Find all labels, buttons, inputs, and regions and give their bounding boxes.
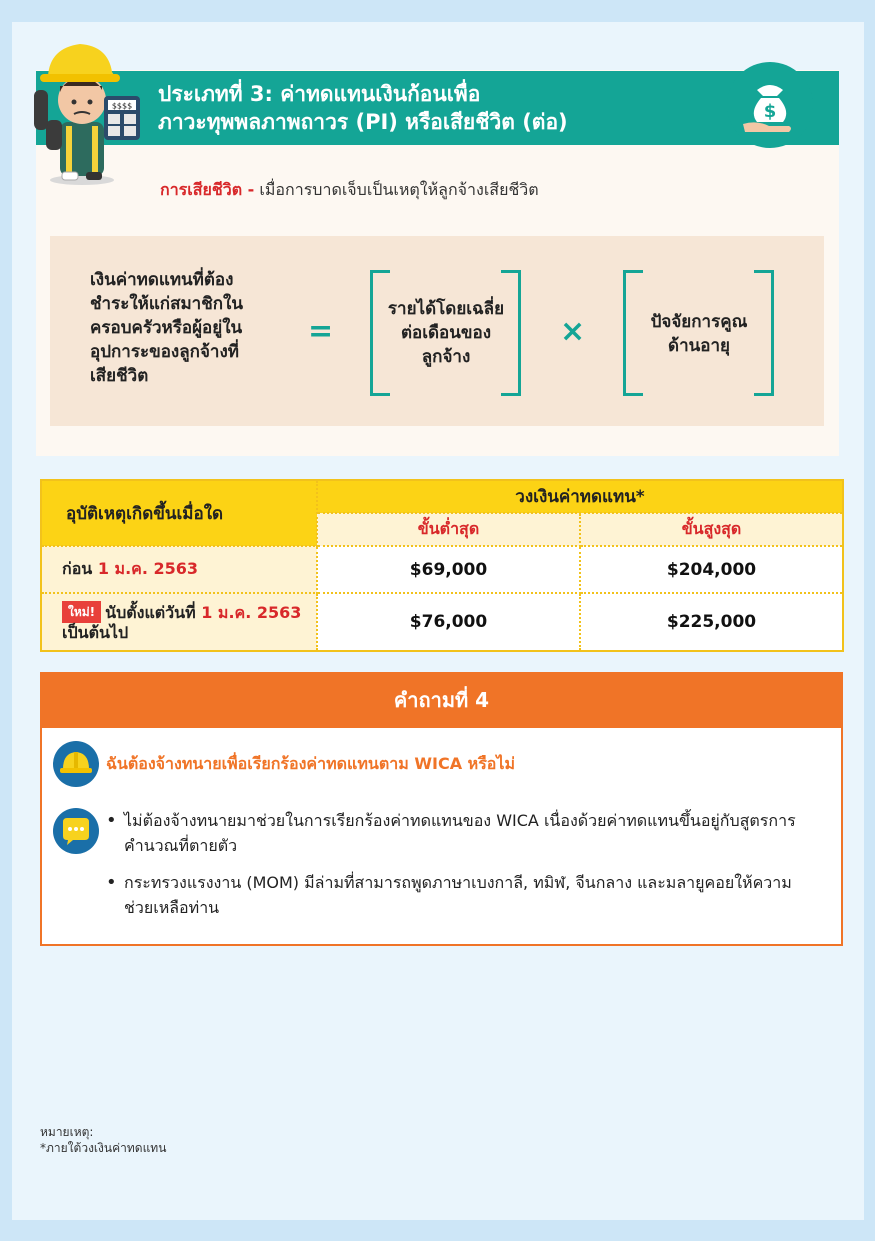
- question-header: คำถามที่ 4: [40, 672, 843, 728]
- footnote-text: *ภายใต้วงเงินค่าทดแทน: [40, 1141, 167, 1155]
- row-suffix: เป็นต้นไป: [62, 622, 129, 642]
- table-header-range: วงเงินค่าทดแทน*: [317, 480, 843, 513]
- answer-item: • กระทรวงแรงงาน (MOM) มีล่ามที่สามารถพูดภาษาเบงกาลี, ทมิฬ, จีนกลาง และมลายูคอยให้ความช่วยเหลือท่าน: [106, 870, 796, 920]
- formula-income-term: [376, 297, 516, 369]
- formula-result-text: [90, 268, 280, 388]
- row-prefix: ก่อน: [62, 559, 98, 578]
- calculator-label: $$$$: [111, 101, 133, 111]
- helmet-icon: [53, 741, 99, 787]
- table-header-max: ขั้นสูงสุด: [580, 513, 843, 546]
- section-title: [158, 80, 718, 136]
- table-header-min: ขั้นต่ำสุด: [317, 513, 580, 546]
- row-date: 1 ม.ค. 2563: [201, 602, 302, 622]
- multiply-sign: ×: [560, 314, 586, 349]
- formula-result-line: ชำระให้แก่สมาชิกใน: [90, 294, 243, 314]
- formula-result-line: ครอบครัวหรือผู้อยู่ใน: [90, 318, 243, 338]
- answer-list: [106, 808, 796, 932]
- formula-income-line: ลูกจ้าง: [421, 347, 471, 367]
- table-row: [41, 546, 843, 592]
- money-bag-icon: [727, 62, 813, 148]
- svg-text:$: $: [763, 101, 777, 122]
- death-term: การเสียชีวิต -: [160, 180, 255, 199]
- section-title-line1: ประเภทที่ 3: ค่าทดแทนเงินก้อนเพื่อ: [158, 82, 481, 106]
- equals-sign: =: [308, 314, 334, 349]
- row-prefix: นับตั้งแต่วันที่: [105, 602, 202, 622]
- table-cell-max: $204,000: [580, 546, 843, 592]
- table-cell-max: $225,000: [580, 593, 843, 651]
- death-description: เมื่อการบาดเจ็บเป็นเหตุให้ลูกจ้างเสียชีวิต: [254, 180, 539, 199]
- death-definition: [160, 178, 539, 203]
- section-title-line2: ภาวะทุพพลภาพถาวร (PI) หรือเสียชีวิต (ต่อ): [158, 110, 568, 134]
- table-row: [41, 593, 843, 651]
- row-date: 1 ม.ค. 2563: [97, 559, 199, 578]
- formula-income-line: ต่อเดือนของ: [400, 323, 492, 343]
- formula-result-line: เสียชีวิต: [90, 366, 149, 386]
- new-badge: ใหม่!: [62, 601, 101, 623]
- worker-illustration: [20, 30, 150, 190]
- table-cell-min: $69,000: [317, 546, 580, 592]
- chat-bubble-icon: [53, 808, 99, 854]
- answer-item: • ไม่ต้องจ้างทนายมาช่วยในการเรียกร้องค่าทดแทนของ WICA เนื่องด้วยค่าทดแทนขึ้นอยู่กับสูตรการคำนวณที่ตายตัว: [106, 808, 796, 858]
- footnote-label: หมายเหตุ:: [40, 1125, 94, 1139]
- question-text: ฉันต้องจ้างทนายเพื่อเรียกร้องค่าทดแทนตาม WICA หรือไม่: [106, 754, 515, 773]
- footnote: [40, 1124, 166, 1156]
- formula-age-factor-term: [629, 310, 769, 358]
- table-header-when: อุบัติเหตุเกิดขึ้นเมื่อใด: [41, 480, 317, 546]
- formula-age-line: ด้านอายุ: [668, 336, 730, 356]
- formula-result-line: อุปการะของลูกจ้างที่: [90, 342, 239, 362]
- formula-income-line: รายได้โดยเฉลี่ย: [387, 299, 505, 319]
- compensation-table: [40, 479, 844, 652]
- table-row-label: [41, 546, 317, 592]
- table-cell-min: $76,000: [317, 593, 580, 651]
- formula-result-line: เงินค่าทดแทนที่ต้อง: [90, 270, 234, 290]
- table-row-label: [41, 593, 317, 651]
- formula-age-line: ปัจจัยการคูณ: [650, 312, 748, 332]
